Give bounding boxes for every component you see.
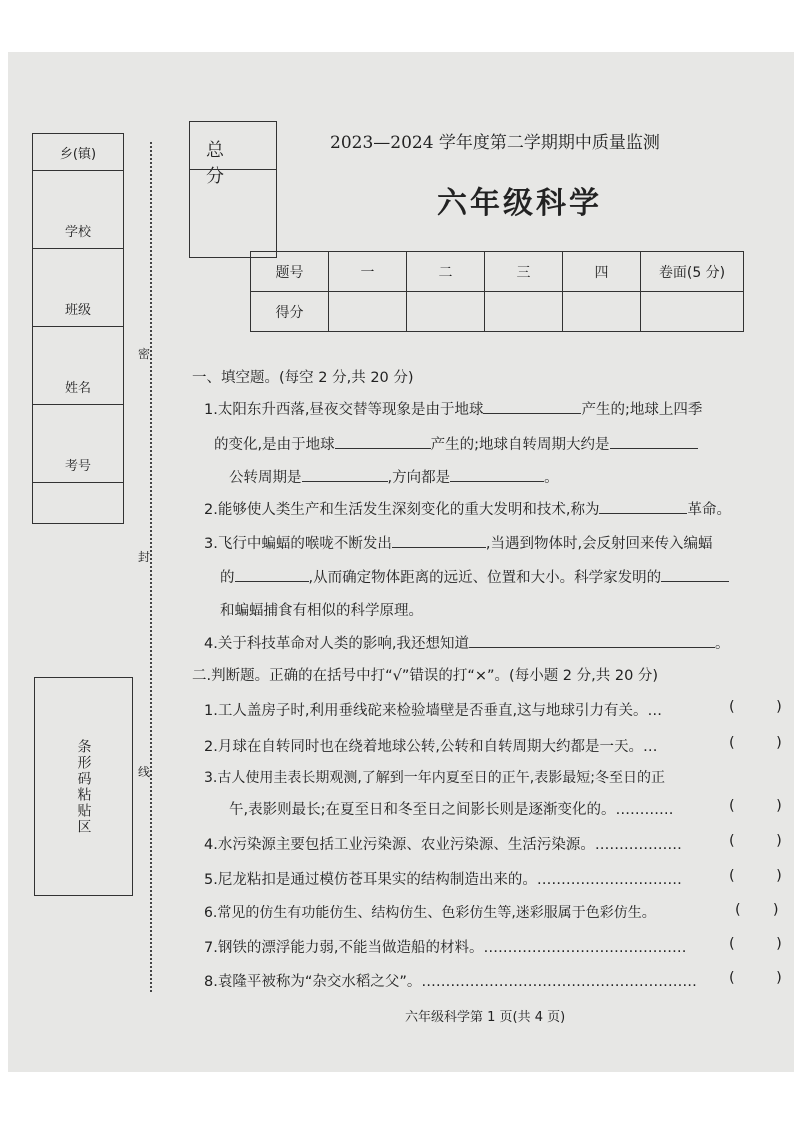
student-info-table bbox=[32, 133, 124, 524]
q1-line3: 公转周期是 ,方向都是 。 bbox=[229, 466, 559, 487]
answer-blank[interactable] bbox=[661, 567, 729, 582]
judge-item-1: 1.工人盖房子时,利用垂线砣来检验墙壁是否垂直,这与地球引力有关。… bbox=[204, 703, 663, 719]
seal-char-mi: 密 bbox=[138, 342, 150, 365]
score-cell[interactable] bbox=[485, 292, 563, 332]
q4-line: 4.关于科技革命对人类的影响,我还想知道 。 bbox=[204, 632, 729, 653]
seal-char-feng: 封 bbox=[138, 545, 150, 568]
score-header-cell: 二 bbox=[407, 252, 485, 292]
answer-blank[interactable] bbox=[599, 499, 687, 514]
score-cell[interactable] bbox=[407, 292, 485, 332]
exam-title: 六年级科学 bbox=[437, 186, 602, 221]
judge-item-7: 7.钢铁的漂浮能力弱,不能当做造船的材料。…………………………………… bbox=[204, 940, 687, 956]
answer-blank[interactable] bbox=[392, 533, 486, 548]
answer-paren[interactable]: ( ) bbox=[735, 902, 779, 918]
score-header-cell: 一 bbox=[329, 252, 407, 292]
seal-line bbox=[150, 142, 152, 992]
judge-item-5: 5.尼龙粘扣是通过模仿苍耳果实的结构制造出来的。………………………… bbox=[204, 872, 682, 888]
label-school: 学校 bbox=[33, 212, 123, 249]
answer-blank[interactable] bbox=[450, 467, 544, 482]
q2-line: 2.能够使人类生产和生活发生深刻变化的重大发明和技术,称为 革命。 bbox=[204, 498, 731, 519]
total-score-box bbox=[189, 121, 277, 258]
section2-heading: 二.判断题。正确的在括号中打“√”错误的打“×”。(每小题 2 分,共 20 分) bbox=[192, 668, 659, 684]
judge-item-2: 2.月球在自转同时也在绕着地球公转,公转和自转周期大约都是一天。… bbox=[204, 739, 658, 755]
answer-blank[interactable] bbox=[610, 434, 698, 449]
answer-blank[interactable] bbox=[235, 567, 309, 582]
q3-line3: 和蝙蝠捕食有相似的科学原理。 bbox=[220, 603, 423, 619]
exam-header: 2023—2024 学年度第二学期期中质量监测 bbox=[330, 133, 660, 153]
answer-paren[interactable]: ( ) bbox=[729, 970, 782, 986]
score-table bbox=[250, 251, 744, 332]
score-cell[interactable] bbox=[329, 292, 407, 332]
judge-item-4: 4.水污染源主要包括工业污染源、农业污染源、生活污染源。……………… bbox=[204, 837, 682, 853]
score-cell[interactable] bbox=[641, 292, 744, 332]
label-name: 姓名 bbox=[33, 368, 123, 405]
total-score-label: 总 分 bbox=[206, 140, 236, 187]
answer-paren[interactable]: ( ) bbox=[729, 798, 782, 814]
answer-paren[interactable]: ( ) bbox=[729, 833, 782, 849]
score-header-cell: 四 bbox=[563, 252, 641, 292]
answer-paren[interactable]: ( ) bbox=[729, 735, 782, 751]
answer-paren[interactable]: ( ) bbox=[729, 868, 782, 884]
judge-item-3a: 3.古人使用圭表长期观测,了解到一年内夏至日的正午,表影最短;冬至日的正 bbox=[204, 770, 665, 786]
judge-item-3b: 午,表影则最长;在夏至日和冬至日之间影长则是逐渐变化的。………… bbox=[229, 802, 674, 818]
score-row-label: 得分 bbox=[251, 292, 329, 332]
page-footer: 六年级科学第 1 页(共 4 页) bbox=[405, 1010, 566, 1025]
score-header-cell: 三 bbox=[485, 252, 563, 292]
answer-blank[interactable] bbox=[335, 434, 431, 449]
barcode-label: 条形码粘贴区 bbox=[75, 738, 92, 835]
q3-line1: 3.飞行中蝙蝠的喉咙不断发出 ,当遇到物体时,会反射回来传入编蝠 bbox=[204, 532, 713, 553]
score-cell[interactable] bbox=[563, 292, 641, 332]
barcode-area bbox=[34, 677, 133, 896]
q1-line1: 1.太阳东升西落,昼夜交替等现象是由于地球 产生的;地球上四季 bbox=[204, 398, 702, 419]
answer-blank[interactable] bbox=[302, 467, 388, 482]
answer-paren[interactable]: ( ) bbox=[729, 699, 782, 715]
score-header-cell: 卷面(5 分) bbox=[641, 252, 744, 292]
label-township: 乡(镇) bbox=[33, 134, 123, 171]
answer-blank[interactable] bbox=[469, 633, 715, 648]
label-exam-number: 考号 bbox=[33, 446, 123, 483]
judge-item-6: 6.常见的仿生有功能仿生、结构仿生、色彩仿生等,迷彩服属于色彩仿生。 bbox=[204, 905, 656, 921]
answer-blank[interactable] bbox=[483, 399, 581, 414]
label-class: 班级 bbox=[33, 290, 123, 327]
q1-line2: 的变化,是由于地球 产生的;地球自转周期大约是 bbox=[214, 433, 698, 454]
answer-paren[interactable]: ( ) bbox=[729, 936, 782, 952]
section1-heading: 一、填空题。(每空 2 分,共 20 分) bbox=[192, 370, 414, 386]
seal-char-xian: 线 bbox=[138, 760, 150, 783]
q3-line2: 的 ,从而确定物体距离的远近、位置和大小。科学家发明的 bbox=[220, 566, 729, 587]
judge-item-8: 8.袁隆平被称为“杂交水稻之父”。………………………………………………… bbox=[204, 974, 697, 990]
score-header-cell: 题号 bbox=[251, 252, 329, 292]
